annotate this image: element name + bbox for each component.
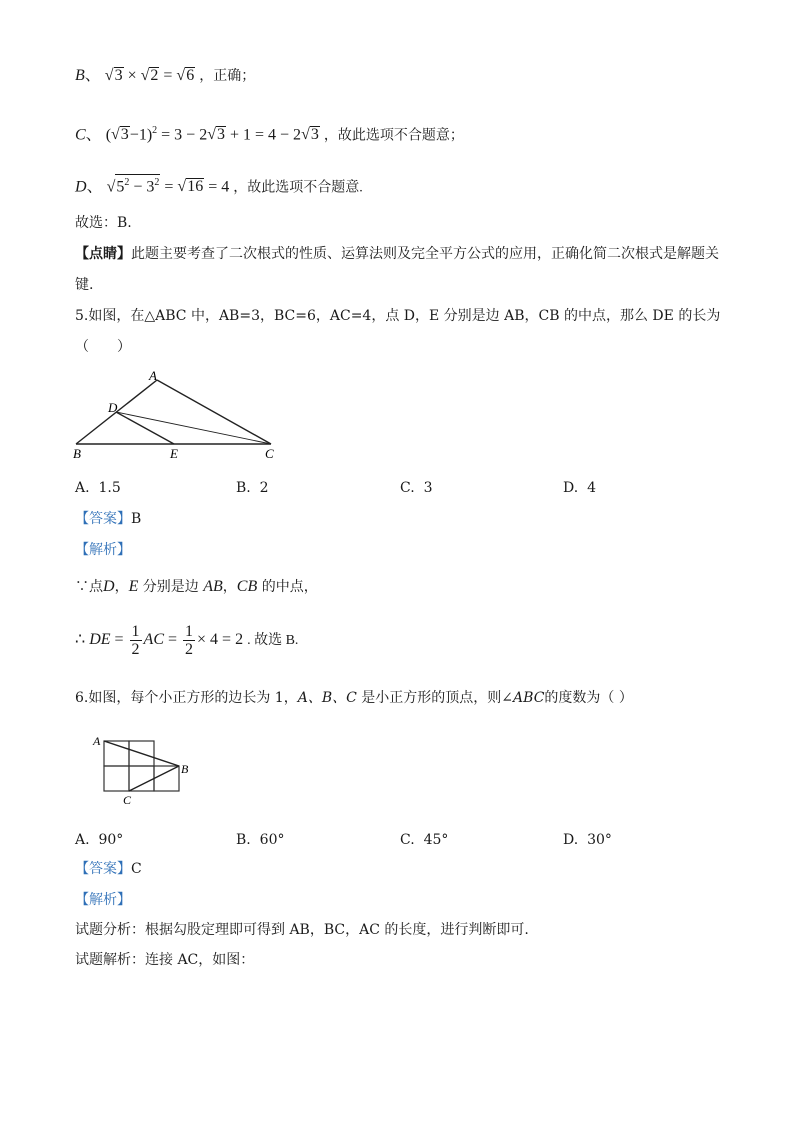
option-value: 30°	[587, 832, 612, 848]
option-comment: ，正确；	[199, 69, 256, 84]
option-b-line: B、 √3 × √2 = √6 ，正确；	[75, 67, 256, 84]
exponent: 2	[154, 177, 160, 188]
exponent: 2	[152, 125, 158, 136]
label-c: C	[123, 793, 132, 807]
expr-part: −1)	[129, 126, 153, 144]
var: A、B、C	[297, 690, 357, 706]
segment-ab	[104, 741, 179, 766]
sqrt-expression: √3	[207, 126, 225, 144]
grid-cell	[104, 766, 129, 791]
q6-stem	[75, 688, 633, 708]
sqrt-expression: √16	[177, 178, 204, 196]
label-b: B	[181, 762, 189, 776]
exponent: 2	[124, 177, 130, 188]
q6-option-b	[236, 832, 284, 848]
radicand: 3	[216, 126, 225, 144]
comment-text: 此题主要考查了二次根式的性质、运算法则及完全平方公式的应用，正确化简二次根式是解题关	[131, 246, 719, 262]
q6-analysis-1: 试题分析：根据勾股定理即可得到 AB，BC，AC 的长度，进行判断即可.	[75, 922, 529, 938]
expr-part: = 3 − 2	[157, 126, 208, 144]
q6-option-c	[400, 832, 448, 848]
denominator: 2	[185, 640, 194, 658]
option-letter: C.	[400, 480, 415, 496]
sqrt-expression: √6	[176, 67, 195, 84]
q5-answer	[75, 509, 141, 529]
q5-option-d	[563, 480, 596, 496]
option-label: B	[75, 67, 85, 84]
base: 5	[116, 178, 125, 196]
conclusion: . 故选 B.	[247, 633, 299, 648]
grid-cell	[129, 766, 154, 791]
radicand: $5^2 - 3^2$	[115, 174, 160, 195]
q6-option-a	[75, 832, 123, 848]
comment-tag: 【点睛】	[75, 246, 131, 262]
fraction-half	[183, 623, 195, 658]
label-a: A	[93, 734, 101, 748]
option-value: 1.5	[98, 480, 121, 496]
base: 3	[146, 178, 155, 196]
answer-value: B	[131, 511, 142, 527]
sqrt-expression: √3	[104, 67, 123, 84]
q5-stem: 5.如图，在△ABC 中，AB=3，BC=6，AC=4，点 D，E 分别是边 AB，CB 的中点，那么 DE 的长为	[75, 308, 721, 324]
option-label: C	[75, 126, 86, 144]
radicand: 6	[186, 67, 195, 84]
option-comment: ，故此选项不合题意；	[323, 128, 464, 144]
expr-part: = 4	[204, 178, 230, 196]
option-letter: C.	[400, 832, 415, 848]
option-letter: A.	[75, 832, 90, 848]
sqrt-expression: √3	[301, 126, 319, 144]
text: ∵点	[75, 579, 103, 595]
sqrt-expression: $√5^2 - 3^2$	[107, 174, 161, 197]
q4-choose: 故选：B.	[75, 215, 132, 231]
answer-tag: 【答案】	[75, 511, 131, 527]
option-value: 90°	[98, 832, 124, 848]
q6-analysis-tag: 【解析】	[75, 892, 131, 908]
option-value: 4	[587, 480, 597, 496]
label-b: B	[73, 446, 81, 461]
var: AB	[203, 578, 223, 595]
grid-cell	[154, 766, 179, 791]
sqrt-expression: √2	[140, 67, 159, 84]
sqrt-expression: √3	[111, 126, 129, 144]
therefore-symbol: ∴	[75, 631, 86, 648]
separator: 、	[84, 67, 101, 84]
label-d: D	[108, 400, 118, 415]
expr-part: =	[164, 631, 182, 648]
var: D	[103, 578, 115, 595]
var: AC	[143, 631, 164, 648]
option-letter: B.	[236, 832, 251, 848]
option-value: 2	[259, 480, 269, 496]
option-letter: B.	[236, 480, 251, 496]
q6-answer	[75, 859, 142, 879]
denominator: 2	[131, 640, 140, 658]
var: DE	[89, 631, 111, 648]
q5-analysis-tag: 【解析】	[75, 542, 131, 558]
fraction-half	[130, 623, 142, 658]
option-comment: ，故此选项不合题意.	[233, 180, 363, 196]
option-label: D	[75, 178, 87, 196]
q4-comment-cont: 键.	[75, 277, 94, 293]
text: ，	[222, 579, 237, 595]
text: 分别是边	[138, 579, 204, 595]
expr-part: =	[110, 631, 128, 648]
numerator: 1	[131, 622, 140, 640]
option-letter: A.	[75, 480, 90, 496]
expr-part: × 4 = 2	[197, 631, 244, 648]
label-a: A	[149, 368, 157, 383]
text: 是小正方形的顶点，则∠	[356, 690, 514, 706]
segment-de	[116, 412, 174, 444]
option-value: 3	[423, 480, 433, 496]
var: CB	[236, 578, 258, 595]
q5-option-c	[400, 480, 433, 496]
radicand: 2	[150, 67, 159, 84]
q6-analysis-2: 试题解析：连接 AC，如图：	[75, 952, 255, 968]
q5-because	[75, 577, 318, 597]
segment-dc	[116, 412, 271, 444]
text: 6.如图，每个小正方形的边长为 1，	[75, 690, 298, 706]
q5-option-b	[236, 480, 269, 496]
text: 的中点，	[257, 579, 318, 595]
expr-part: + 1 = 4 − 2	[225, 126, 302, 144]
option-value: 60°	[259, 832, 285, 848]
text: 的度数为（ ）	[544, 690, 633, 706]
expr-part: =	[160, 178, 178, 196]
radicand: 3	[114, 67, 123, 84]
label-e: E	[170, 446, 178, 461]
answer-tag: 【答案】	[75, 861, 131, 877]
var: ABC	[513, 690, 545, 706]
q6-option-d	[563, 832, 612, 848]
option-letter: D.	[563, 832, 579, 848]
option-value: 45°	[423, 832, 449, 848]
option-d-line	[75, 174, 363, 198]
numerator: 1	[185, 622, 194, 640]
separator: 、	[85, 126, 102, 144]
q5-paren: （ ）	[75, 339, 131, 355]
radicand: 3	[120, 126, 129, 144]
var: E	[128, 578, 139, 595]
q5-therefore	[75, 622, 298, 659]
radicand: 16	[187, 178, 204, 196]
option-letter: D.	[563, 480, 579, 496]
text: ，	[114, 579, 129, 595]
q5-option-a	[75, 480, 121, 496]
answer-value: C	[131, 861, 142, 877]
radicand: 3	[310, 126, 319, 144]
q4-comment	[75, 244, 719, 264]
side-ac	[157, 380, 271, 444]
q5-triangle-figure	[70, 368, 280, 463]
separator: 、	[86, 178, 103, 196]
option-c-line: C、 $(√3-1)^2 = 3 - 2√3 + 1 = 4 - 2√3$ ，故此选项不合题意；	[75, 125, 464, 144]
q6-grid-figure	[90, 733, 200, 808]
label-c: C	[265, 446, 274, 461]
